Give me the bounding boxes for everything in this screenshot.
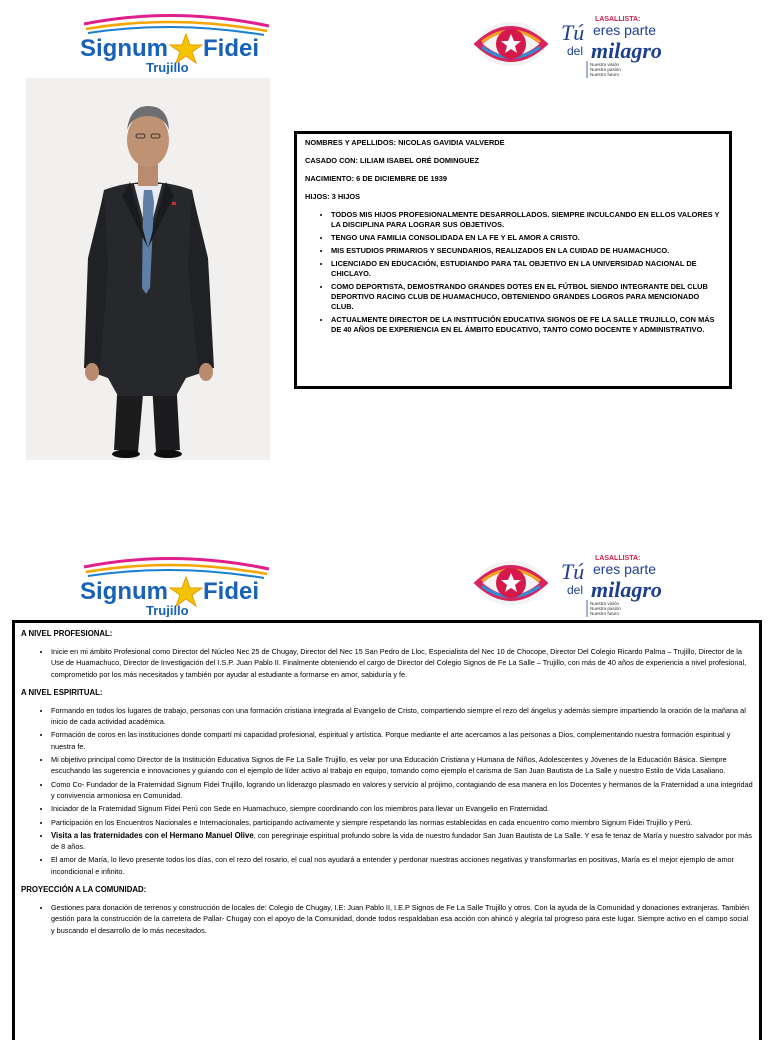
list-item: • MIS ESTUDIOS PRIMARIOS Y SECUNDARIOS, REALIZADOS EN LA CUIDAD DE HUAMACHUCO. <box>331 246 721 256</box>
fidei-word: Fidei <box>203 578 260 605</box>
lasallista-word: LASALLISTA: <box>595 555 641 562</box>
signum-word: Signum <box>80 578 168 605</box>
biography-box <box>12 620 762 1040</box>
list-item-visit <box>51 830 753 853</box>
list-item: • Gestiones para donación de terrenos y construcción de locales de: Colegio de Chugay, I.E: Juan Pablo II, I.E.P Signos de Fe La Salle Trujillo y otros. Con la ayuda de la Comunidad y donaciones extranjeras. También gestión para la construcción de la carretera de Pallar- Chugay con el apoyo de la Comunidad, donde todos respaldaban esa acción con ahincó y alegría tal progreso para este lugar. Siempre activo en el campo social y buscando el desarrollo de lo más necesitados. <box>51 902 753 936</box>
list-item: • Como Co- Fundador de la Fraternidad Signum Fidei Trujillo, logrando un liderazgo plasmado en valores y servicio al prójimo, contagiando de esa manera en los Docentes y hermanos de la Fraternidad a una integridad y convivencia armoniosa en Comunidad. <box>51 779 753 802</box>
list-item: • Iniciador de la Fraternidad Signum Fidei Perú con Sede en Huamachuco, siempre coordinando con los miembros para llevar un Evangelio en Fraternidad. <box>51 803 753 814</box>
list-item: • Mi objetivo principal como Director de la Institución Educativa Signos de Fe La Salle Trujillo, es velar por una Educación Cristiana y Humana de Niños, Adolescentes y Jóvenes de la Educación Básica. Siempre escuchando las sugerencia e innovaciones y guiando con el ejemplo de líder activo al trabajo en equipo, tomando como ejemplo el carisma de San Juan Bautista de La Salle y nuestro Estilo de Vida Lasaliano. <box>51 754 753 777</box>
signum-fidei-logo-page2 <box>74 555 274 617</box>
section-title-espiritual: A NIVEL ESPIRITUAL: <box>21 687 103 697</box>
personal-info-box <box>294 131 732 389</box>
fidei-word: Fidei <box>203 35 260 62</box>
comunidad-list <box>21 902 753 936</box>
tagline-2: Nuestra pasión <box>590 67 621 72</box>
married-line: CASADO CON: LILIAM ISABEL ORÉ DOMINGUEZ <box>305 156 479 165</box>
visit-rest-text: , con peregrinaje espiritual profundo sobre la vida de nuestro fundador San Juan Bautista de La Salle. Y esa fe tenaz de María y nuestro salvador por más de 8 años. <box>51 830 752 852</box>
eres-parte-word: eres parte <box>593 22 657 38</box>
visit-bold-text: Visita a las fraternidades con el Hermano Manuel Olive <box>51 830 254 840</box>
list-item: • COMO DEPORTISTA, DEMOSTRANDO GRANDES DOTES EN EL FÚTBOL SIENDO INTEGRANTE DEL CLUB DEPORTIVO RACING CLUB DE HUAMACHUCO, OBTENIENDO GRANDES LOGROS PARA MENCIONADO CLUB. <box>331 282 721 312</box>
list-item: • El amor de María, lo llevo presente todos los días, con el rezo del rosario, el cual nos ayudará a entender y perdonar nuestras acciones negativas y transformarlas en positivas, María es el mejor ejemplo de amor incondicional e infinito. <box>51 854 753 877</box>
list-item: • LICENCIADO EN EDUCACIÓN, ESTUDIANDO PARA TAL OBJETIVO EN LA UNIVERSIDAD NACIONAL DE CHICLAYO. <box>331 259 721 279</box>
list-item: • ACTUALMENTE DIRECTOR DE LA INSTITUCIÓN EDUCATIVA SIGNOS DE FE LA SALLE TRUJILLO, CON MÁS DE 40 AÑOS DE EXPERIENCIA EN EL ÁMBITO EDUCATIVO, TANTO COMO DOCENTE Y ADMINISTRATIVO. <box>331 315 721 335</box>
section-title-profesional: A NIVEL PROFESIONAL: <box>21 629 113 638</box>
children-line: HIJOS: 3 HIJOS <box>305 192 361 201</box>
tagline-2: Nuestra pasión <box>590 606 621 611</box>
tu-eres-parte-logo <box>473 12 678 80</box>
signum-fidei-logo <box>74 12 274 74</box>
info-bullet-list <box>305 210 721 335</box>
milagro-word: milagro <box>591 577 662 602</box>
list-item: • Formación de coros en las instituciones donde compartí mi capacidad profesional, espiritual y artística. Porque mediante el arte acercamos a las personas a Dios, complementando nuestra formación espiritual y nuestra fe. <box>51 729 753 752</box>
tagline-1: Nuestra visión <box>590 62 620 67</box>
profesional-list <box>21 646 753 680</box>
del-word: del <box>567 583 584 597</box>
tagline-1: Nuestra visión <box>590 601 620 606</box>
tu-eres-parte-logo-page2 <box>473 551 678 619</box>
list-item: • Inicie en mi ámbito Profesional como Director del Núcleo Nec 25 de Chugay, Director del Nec 15 San Pedro de Lloc, Especialista del Nec 10 de Chocope, Director Del Colegio Ricardo Palma – Trujillo, Director de la Use de Huamachuco, Director de Investigación del I.S.P. Juan Pablo II. Finalmente obteniendo el cargo de Director del Colegio Signos de Fe La Salle – Trujillo, con más de 40 años de experiencia a nivel profesional, comprometido por los más necesitados y también por ayudar al estudiante a formarse en amor, sabiduría y fe. <box>51 646 753 680</box>
birth-line: NACIMIENTO: 6 DE DICIEMBRE DE 1939 <box>305 174 447 183</box>
tagline-3: Nuestro futuro <box>590 611 620 616</box>
milagro-word: milagro <box>591 38 662 63</box>
list-item: • TENGO UNA FAMILIA CONSOLIDADA EN LA FE Y EL AMOR A CRISTO. <box>331 233 721 243</box>
section-title-comunidad: PROYECCIÓN A LA COMUNIDAD: <box>21 885 147 895</box>
tagline-3: Nuestro futuro <box>590 72 620 77</box>
tu-word: Tú <box>561 559 585 584</box>
tu-word: Tú <box>561 20 585 45</box>
signum-word: Signum <box>80 35 168 62</box>
espiritual-list <box>21 705 753 877</box>
name-line: NOMBRES Y APELLIDOS: NICOLAS GAVIDIA VALVERDE <box>305 138 505 147</box>
del-word: del <box>567 44 584 58</box>
eres-parte-word: eres parte <box>593 561 657 577</box>
trujillo-word: Trujillo <box>146 603 189 617</box>
list-item: • Formando en todos los lugares de trabajo, personas con una formación cristiana integrada al Evangelio de Cristo, compartiendo siempre el rezo del ángelus y además siempre impartiendo la oración de la mañana al inicio de cada actividad académica. <box>51 705 753 728</box>
trujillo-word: Trujillo <box>146 60 189 74</box>
list-item: • TODOS MIS HIJOS PROFESIONALMENTE DESARROLLADOS. SIEMPRE INCULCANDO EN ELLOS VALORES Y LA DISCIPLINA PARA LOGRAR SUS OBJETIVOS. <box>331 210 721 230</box>
list-item: • Participación en los Encuentros Nacionales e Internacionales, participando activamente y siempre respetando las normas establecidas en cada encuentro como miembro Signum Fidei Trujillo y Perú. <box>51 817 753 828</box>
portrait-photo <box>26 78 270 460</box>
lasallista-word: LASALLISTA: <box>595 16 641 23</box>
